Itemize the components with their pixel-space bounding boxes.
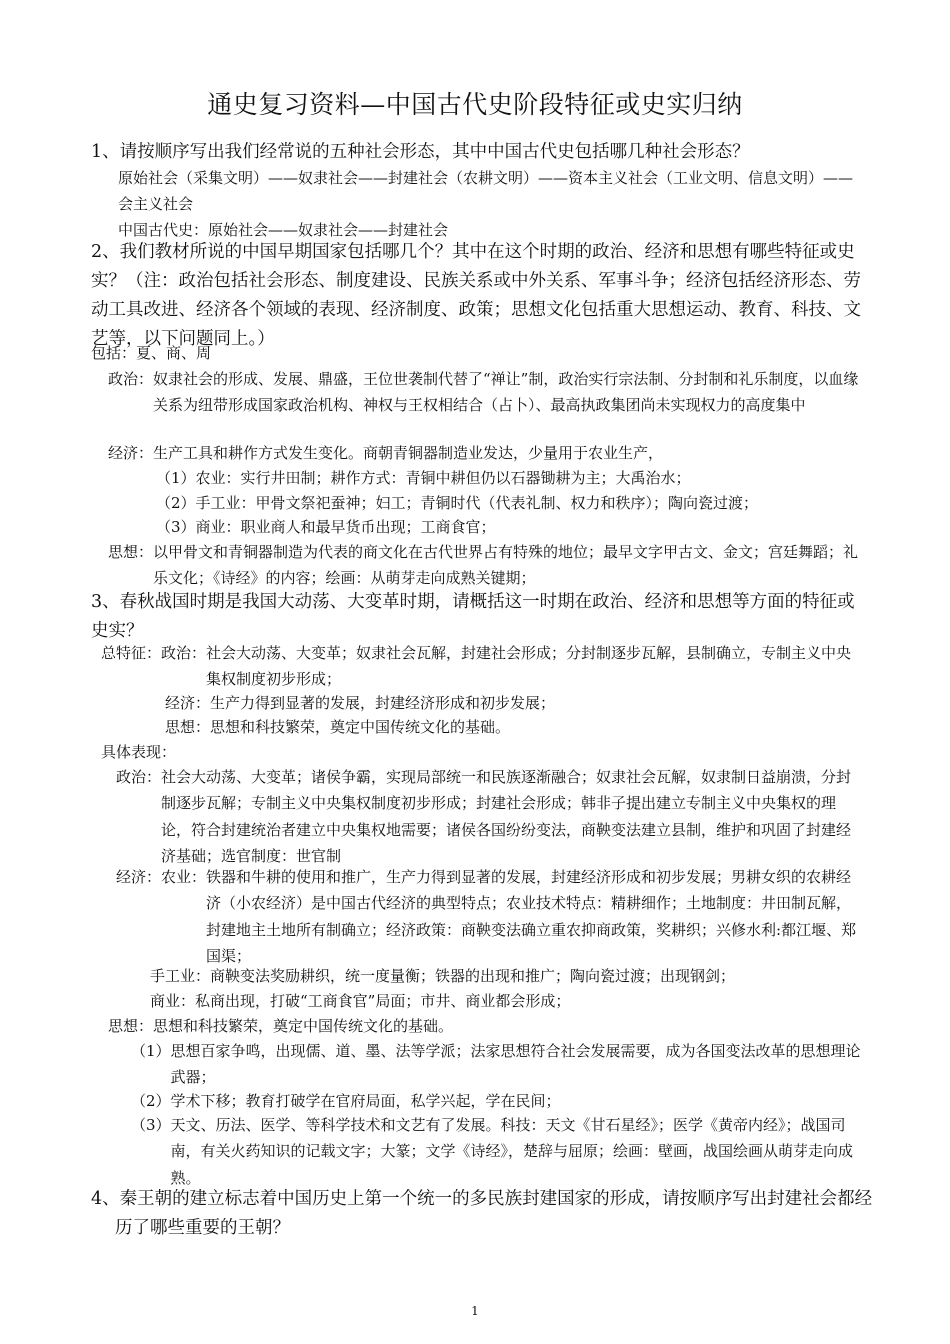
q3-agriculture-text: 铁器和牛耕的使用和推广，生产力得到显著的发展，封建经济形成和初步发展；男耕女织的农耕经济（小农经济）是中国古代经济的典型特点；农业技术特点：精耕细作；土地制度：井田制瓦解，封建地主土地所有制确立；经济政策：商鞅变法确立重农抑商政策，奖耕织；兴修水利:都江堰、郑国渠； xyxy=(206,868,857,965)
q3-thought-1-label: （1） xyxy=(131,1042,171,1060)
q1-answer-ancient: 中国古代史：原始社会——奴隶社会——封建社会 xyxy=(118,221,449,239)
q3-politics-label: 政治： xyxy=(116,768,162,786)
q2-include: 包括：夏、商、周 xyxy=(91,344,212,362)
q3-thought: 思想：思想和科技繁荣，奠定中国传统文化的基础。 xyxy=(108,1017,454,1035)
q3-thought-3-label: （3） xyxy=(131,1116,171,1134)
q3-overall-thought: 思想：思想和科技繁荣，奠定中国传统文化的基础。 xyxy=(165,718,511,736)
q3-thought-1 xyxy=(131,1038,862,1091)
question-3: 3、春秋战国时期是我国大动荡、大变革时期，请概括这一时期在政治、经济和思想等方面的特征或史实？ xyxy=(91,592,855,641)
q2-economy-label: 经济： xyxy=(108,444,154,462)
q3-economy-agriculture xyxy=(116,864,862,969)
q3-politics-text: 社会大动荡、大变革；诸侯争霸，实现局部统一和民族逐渐融合；奴隶社会瓦解，奴隶制日益崩溃，分封制逐步瓦解；专制主义中央集权制度初步形成；封建社会形成；韩非子提出建立专制主义中央集权的理论，符合封建统治者建立中央集权地需要；诸侯各国纷纷变法，商鞅变法建立县制，维护和巩固了封建经济基础；选官制度：世官制 xyxy=(161,768,852,865)
question-1: 1、请按顺序写出我们经常说的五种社会形态，其中中国古代史包括哪几种社会形态？ xyxy=(91,142,750,162)
q2-thought-text: 以甲骨文和青铜器制造为代表的商文化在古代世界占有特殊的地位；最早文字甲古文、金文；宫廷舞蹈；礼乐文化；《诗经》的内容；绘画：从萌芽走向成熟关键期； xyxy=(153,543,859,588)
page-number: 1 xyxy=(471,1304,479,1318)
q3-overall-label: 总特征：政治： xyxy=(101,644,207,662)
q3-thought-2: （2）学术下移；教育打破学在官府局面，私学兴起，学在民间； xyxy=(131,1092,561,1110)
q1-answer-social-forms: 原始社会（采集文明）——奴隶社会——封建社会（农耕文明）——资本主义社会（工业文明、信息文明）——会主义社会 xyxy=(118,169,854,214)
q3-economy-label: 经济：农业： xyxy=(116,868,207,886)
question-2: 2、我们教材所说的中国早期国家包括哪几个？其中在这个时期的政治、经济和思想有哪些特征或史实？（注：政治包括社会形态、制度建设、民族关系或中外关系、军事斗争；经济包括经济形态、劳动工具改进、经济各个领域的表现、经济制度、政策；思想文化包括重大思想运动、教育、科技、文艺等，以下问题同上。） xyxy=(91,242,861,349)
q2-econ-handicraft: （2）手工业：甲骨文祭祀蚕神；妇工；青铜时代（代表礼制、权力和秩序）；陶向瓷过渡； xyxy=(156,494,759,512)
q2-thought xyxy=(108,539,862,592)
q3-thought-3-text: 天文、历法、医学、等科学技术和文艺有了发展。科技：天文《甘石星经》；医学《黄帝内经》；战国司南，有关火药知识的记载文字；大篆；文学《诗经》，楚辞与屈原；绘画：壁画，战国绘画从萌芽走向成熟。 xyxy=(170,1116,854,1187)
q2-thought-label: 思想： xyxy=(108,543,154,561)
q2-politics xyxy=(108,366,862,419)
q3-politics xyxy=(116,764,862,869)
page-title: 通史复习资料—中国古代史阶段特征或史实归纳 xyxy=(207,90,743,119)
q3-commerce: 商业：私商出现，打破“工商食官”局面；市井、商业都会形成； xyxy=(150,992,571,1010)
q3-overall-economy: 经济：生产力得到显著的发展，封建经济形成和初步发展； xyxy=(165,694,556,712)
q2-econ-commerce: （3）商业：职业商人和最早货币出现；工商食官； xyxy=(156,518,496,536)
q2-economy-text: 生产工具和耕作方式发生变化。商朝青铜器制造业发达，少量用于农业生产， xyxy=(153,444,664,462)
question-4: 4、秦王朝的建立标志着中国历史上第一个统一的多民族封建国家的形成，请按顺序写出封建社会都经历了哪些重要的王朝？ xyxy=(91,1189,873,1238)
q3-overall-politics-text: 社会大动荡、大变革；奴隶社会瓦解，封建社会形成；分封制逐步瓦解，县制确立，专制主义中央集权制度初步形成； xyxy=(206,644,852,689)
q3-specific-heading: 具体表现： xyxy=(101,743,177,761)
q3-overall-politics xyxy=(101,640,862,693)
q3-thought-1-text: 思想百家争鸣，出现儒、道、墨、法等学派；法家思想符合社会发展需要，成为各国变法改革的思想理论武器； xyxy=(170,1042,861,1087)
q2-politics-text: 奴隶社会的形成、发展、鼎盛，王位世袭制代替了“禅让”制，政治实行宗法制、分封制和礼乐制度，以血缘关系为纽带形成国家政治机构、神权与王权相结合（占卜）、最高执政集团尚未实现权力的高度集中 xyxy=(153,370,859,415)
q2-econ-agriculture: （1）农业：实行井田制；耕作方式：青铜中耕但仍以石器锄耕为主；大禹治水； xyxy=(156,469,691,487)
q3-handicraft: 手工业：商鞅变法奖励耕织，统一度量衡；铁器的出现和推广；陶向瓷过渡；出现钢剑； xyxy=(150,967,736,985)
q3-thought-3 xyxy=(131,1112,862,1191)
q2-politics-label: 政治： xyxy=(108,370,154,388)
q2-economy xyxy=(108,440,862,466)
